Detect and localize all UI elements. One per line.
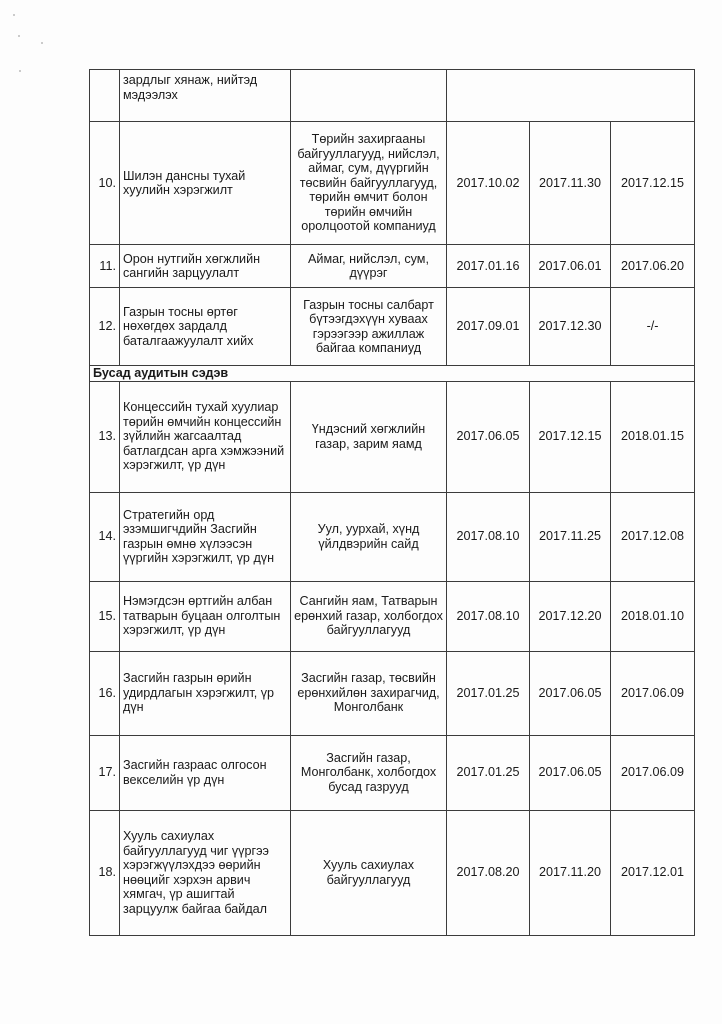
audited-organization: Аймаг, нийслэл, сум, дүүрэг xyxy=(291,245,447,288)
audited-organization: Уул, уурхай, хүнд үйлдвэрийн сайд xyxy=(291,492,447,581)
report-date: 2017.12.08 xyxy=(611,492,695,581)
report-date: 2018.01.10 xyxy=(611,581,695,651)
audited-organization: Сангийн яам, Татварын ерөнхий газар, холбогдох байгууллагууд xyxy=(291,581,447,651)
audit-topic: Газрын тосны өртөг нөхөгдөх зардалд баталгаажуулалт хийх xyxy=(120,288,291,366)
audit-topic: Засгийн газрын өрийн удирдлагын хэрэгжилт, үр дүн xyxy=(120,651,291,735)
audit-topic: Засгийн газраас олгосон векселийн үр дүн xyxy=(120,735,291,810)
start-date: 2017.01.25 xyxy=(447,735,530,810)
start-date: 2017.08.10 xyxy=(447,581,530,651)
report-date: 2018.01.15 xyxy=(611,381,695,492)
end-date: 2017.06.05 xyxy=(530,735,611,810)
audit-topic: Нэмэгдсэн өртгийн албан татварын буцаан олголтын хэрэгжилт, үр дүн xyxy=(120,581,291,651)
audited-organization: Үндэсний хөгжлийн газар, зарим яамд xyxy=(291,381,447,492)
report-date: 2017.06.09 xyxy=(611,735,695,810)
start-date: 2017.10.02 xyxy=(447,122,530,245)
end-date: 2017.11.25 xyxy=(530,492,611,581)
table-row xyxy=(90,735,695,810)
start-date: 2017.08.20 xyxy=(447,810,530,935)
audit-topic: Концессийн тухай хуулиар төрийн өмчийн концессийн зүйлийн жагсаалтад батлагдсан арга хэмжээний хэрэгжилт, үр дүн xyxy=(120,381,291,492)
audited-organization: Засгийн газар, төсвийн ерөнхийлөн захирагчид, Монголбанк xyxy=(291,651,447,735)
audited-organization: Хууль сахиулах байгууллагууд xyxy=(291,810,447,935)
row-number: 18. xyxy=(90,810,120,935)
row-number: 12. xyxy=(90,288,120,366)
row-number: 14. xyxy=(90,492,120,581)
table-row xyxy=(90,288,695,366)
end-date: 2017.06.01 xyxy=(530,245,611,288)
audit-topic: Хууль сахиулах байгууллагууд чиг үүргээ хэрэгжүүлэхдээ өөрийн нөөцийг хэрхэн арвич хямгач, үр ашигтай зарцуулж байгаа байдал xyxy=(120,810,291,935)
dates-cell xyxy=(447,70,695,122)
audit-schedule-table xyxy=(89,69,695,936)
table-row xyxy=(90,581,695,651)
audited-organization: Төрийн захиргааны байгууллагууд, нийслэл, аймаг, сум, дүүргийн төсвийн байгууллагууд, төрийн өмчит болон төрийн өмчийн оролцоотой компаниуд xyxy=(291,122,447,245)
topic-cell: зардлыг хянаж, нийтэд мэдээлэх xyxy=(120,70,291,122)
start-date: 2017.06.05 xyxy=(447,381,530,492)
table-row xyxy=(90,245,695,288)
row-number: 15. xyxy=(90,581,120,651)
row-number: 16. xyxy=(90,651,120,735)
row-number: 11. xyxy=(90,245,120,288)
row-number: 13. xyxy=(90,381,120,492)
report-date: 2017.06.09 xyxy=(611,651,695,735)
table-row xyxy=(90,810,695,935)
start-date: 2017.01.25 xyxy=(447,651,530,735)
table-row xyxy=(90,381,695,492)
table-row xyxy=(90,122,695,245)
table-row-continued xyxy=(90,70,695,122)
start-date: 2017.01.16 xyxy=(447,245,530,288)
audit-topic: Орон нутгийн хөгжлийн сангийн зарцуулалт xyxy=(120,245,291,288)
table-row xyxy=(90,492,695,581)
table-row xyxy=(90,651,695,735)
report-date: -/- xyxy=(611,288,695,366)
row-number: 17. xyxy=(90,735,120,810)
org-cell xyxy=(291,70,447,122)
row-number: 10. xyxy=(90,122,120,245)
end-date: 2017.06.05 xyxy=(530,651,611,735)
audited-organization: Засгийн газар, Монголбанк, холбогдох бусад газрууд xyxy=(291,735,447,810)
report-date: 2017.06.20 xyxy=(611,245,695,288)
start-date: 2017.09.01 xyxy=(447,288,530,366)
report-date: 2017.12.15 xyxy=(611,122,695,245)
report-date: 2017.12.01 xyxy=(611,810,695,935)
end-date: 2017.12.15 xyxy=(530,381,611,492)
num-cell xyxy=(90,70,120,122)
end-date: 2017.11.20 xyxy=(530,810,611,935)
audit-topic: Стратегийн орд эзэмшигчдийн Засгийн газрын өмнө хүлээсэн үүргийн хэрэгжилт, үр дүн xyxy=(120,492,291,581)
end-date: 2017.11.30 xyxy=(530,122,611,245)
audited-organization: Газрын тосны салбарт бүтээгдэхүүн хуваах гэрээгээр ажиллаж байгаа компаниуд xyxy=(291,288,447,366)
section-title: Бусад аудитын сэдэв xyxy=(90,366,695,382)
section-header-row xyxy=(90,366,695,382)
end-date: 2017.12.20 xyxy=(530,581,611,651)
start-date: 2017.08.10 xyxy=(447,492,530,581)
audit-topic: Шилэн дансны тухай хуулийн хэрэгжилт xyxy=(120,122,291,245)
end-date: 2017.12.30 xyxy=(530,288,611,366)
